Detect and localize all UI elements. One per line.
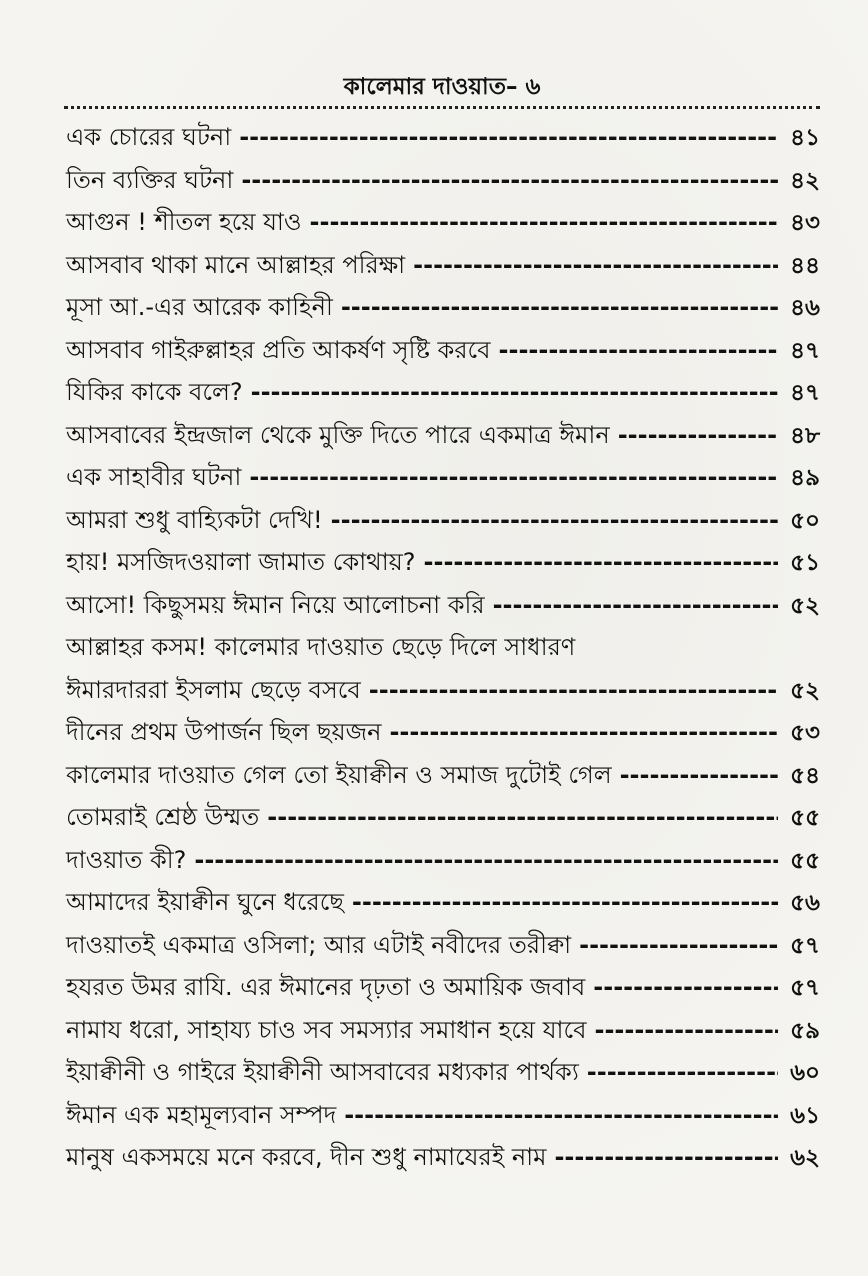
toc-entry-title: মানুষ একসময়ে মনে করবে, দীন শুধু নামাযেরই নাম <box>66 1143 547 1171</box>
toc-entry-title: আসবাবের ইন্দ্রজাল থেকে মুক্তি দিতে পারে একমাত্র ঈমান <box>66 420 610 449</box>
dash-leader <box>267 796 778 839</box>
toc-entry-title: দাওয়াত কী? <box>66 845 187 874</box>
dash-leader <box>499 329 778 372</box>
toc-entry <box>66 1051 820 1094</box>
toc-entry-page-number: ৪৩ <box>790 210 820 236</box>
dash-leader <box>239 116 778 159</box>
toc-entry <box>66 244 820 287</box>
toc-entry-title: ঈমান এক মহামূল্যবান সম্পদ <box>66 1100 337 1129</box>
toc-entry-title: ইয়াক্বীনী ও গাইরে ইয়াক্বীনী আসবাবের মধ্যকার পার্থক্য <box>66 1058 579 1086</box>
dash-leader <box>344 1094 778 1137</box>
toc-entry-page-number: ৫৯ <box>790 1017 820 1044</box>
toc-entry <box>66 1094 820 1137</box>
toc-entry <box>66 924 820 967</box>
toc-entry-title: দাওয়াতই একমাত্র ওসিলা; আর এটাই নবীদের তরীক্বা <box>66 930 572 959</box>
toc-entry-page-number: ৪৬ <box>790 295 820 321</box>
dash-leader <box>413 244 778 287</box>
dash-leader <box>587 1051 778 1094</box>
toc-entry-page-number: ৫১ <box>790 550 820 576</box>
toc-entry <box>66 201 820 244</box>
dash-leader <box>241 159 778 202</box>
toc-entry-page-number: ৫৬ <box>790 890 820 916</box>
toc-entry-page-number: ৬২ <box>790 1145 820 1171</box>
toc-entry-title: আগুন ! শীতল হয়ে যাও <box>66 208 302 236</box>
toc-entry <box>66 839 820 882</box>
toc-entry <box>66 1009 820 1052</box>
dash-leader <box>618 414 778 457</box>
toc-entry-page-number: ৫৭ <box>790 932 820 959</box>
toc-entry-title: আল্লাহর কসম! কালেমার দাওয়াত ছেড়ে দিলে সাধারণ <box>66 633 576 661</box>
dash-leader <box>424 541 778 584</box>
toc-entry-title: এক সাহাবীর ঘটনা <box>66 463 242 491</box>
dash-leader <box>310 201 778 244</box>
toc-entry-title: তিন ব্যক্তির ঘটনা <box>66 165 234 194</box>
toc-entry-page-number: ৫২ <box>790 677 820 704</box>
table-of-contents <box>66 116 820 1179</box>
toc-entry <box>66 584 820 627</box>
toc-entry <box>66 626 820 669</box>
dash-leader <box>251 371 778 414</box>
toc-entry-title: হায়! মসজিদওয়ালা জামাত কোথায়? <box>66 548 416 576</box>
toc-entry <box>66 881 820 924</box>
toc-entry-page-number: ৫৩ <box>790 720 820 746</box>
toc-entry-page-number: ৪৪ <box>790 252 820 279</box>
toc-entry-title: ঈমারদাররা ইসলাম ছেড়ে বসবে <box>66 675 361 704</box>
toc-entry-title: হযরত উমর রাযি. এর ঈমানের দৃঢ়তা ও অমায়িক জবাব <box>66 973 586 1001</box>
dash-leader <box>369 669 778 712</box>
dash-leader <box>493 584 778 627</box>
toc-entry-page-number: ৪২ <box>790 167 820 194</box>
toc-entry-title: তোমরাই শ্রেষ্ঠ উম্মত <box>66 803 260 831</box>
toc-entry-page-number: ৫২ <box>790 592 820 619</box>
toc-entry <box>66 754 820 797</box>
dash-leader <box>579 924 778 967</box>
toc-entry <box>66 159 820 202</box>
toc-entry-title: আসবাব গাইরুল্লাহর প্রতি আকর্ষণ সৃষ্টি করবে <box>66 335 491 364</box>
toc-entry-title: নামায ধরো, সাহায্য চাও সব সমস্যার সমাধান হয়ে যাবে <box>66 1015 587 1044</box>
toc-entry-title: কালেমার দাওয়াত গেল তো ইয়াক্বীন ও সমাজ দুটোই গেল <box>66 760 612 789</box>
toc-entry <box>66 414 820 457</box>
toc-entry <box>66 966 820 1009</box>
toc-entry-page-number: ৫৪ <box>790 762 820 789</box>
dash-leader <box>620 754 778 797</box>
toc-entry <box>66 286 820 329</box>
toc-entry <box>66 541 820 584</box>
toc-entry-page-number: ৪১ <box>790 125 820 151</box>
running-header: কালেমার দাওয়াত– ৬ <box>343 74 541 100</box>
toc-entry <box>66 456 820 499</box>
toc-entry-page-number: ৫০ <box>790 507 820 534</box>
toc-entry-page-number: ৫৫ <box>790 805 820 831</box>
toc-entry-page-number: ৬১ <box>790 1102 820 1129</box>
toc-entry <box>66 116 820 159</box>
toc-entry-title: আমরা শুধু বাহ্যিকটা দেখি! <box>66 505 323 534</box>
toc-entry <box>66 499 820 542</box>
toc-entry-page-number: ৫৭ <box>790 975 820 1001</box>
dash-leader <box>249 456 778 499</box>
toc-entry-page-number: ৪৮ <box>790 422 820 449</box>
dash-leader <box>554 1136 778 1179</box>
dash-leader <box>593 966 778 1009</box>
toc-entry-title: আসবাব থাকা মানে আল্লাহর পরিক্ষা <box>66 250 406 279</box>
toc-entry <box>66 329 820 372</box>
toc-entry-title: এক চোরের ঘটনা <box>66 123 232 151</box>
dash-leader <box>331 499 778 542</box>
toc-entry-page-number: ৪৯ <box>790 465 820 491</box>
toc-entry <box>66 1136 820 1179</box>
dash-leader <box>352 881 778 924</box>
header-dotted-rule <box>64 106 820 109</box>
toc-entry-title: দীনের প্রথম উপার্জন ছিল ছয়জন <box>66 718 382 746</box>
toc-entry-title: যিকির কাকে বলে? <box>66 378 243 406</box>
toc-entry <box>66 669 820 712</box>
dash-leader <box>594 1009 778 1052</box>
toc-entry-title: মূসা আ.-এর আরেক কাহিনী <box>66 293 333 321</box>
dash-leader <box>194 839 778 882</box>
toc-entry <box>66 711 820 754</box>
dash-leader <box>341 286 778 329</box>
toc-entry-page-number: ৬০ <box>790 1060 820 1086</box>
toc-entry-page-number: ৪৭ <box>790 380 820 406</box>
toc-entry-title: আমাদের ইয়াক্বীন ঘুনে ধরেছে <box>66 888 344 916</box>
toc-entry-title: আসো! কিছুসময় ঈমান নিয়ে আলোচনা করি <box>66 590 485 619</box>
toc-entry-page-number: ৫৫ <box>790 847 820 874</box>
toc-entry <box>66 796 820 839</box>
dash-leader <box>389 711 778 754</box>
toc-entry-page-number: ৪৭ <box>790 337 820 364</box>
toc-entry <box>66 371 820 414</box>
